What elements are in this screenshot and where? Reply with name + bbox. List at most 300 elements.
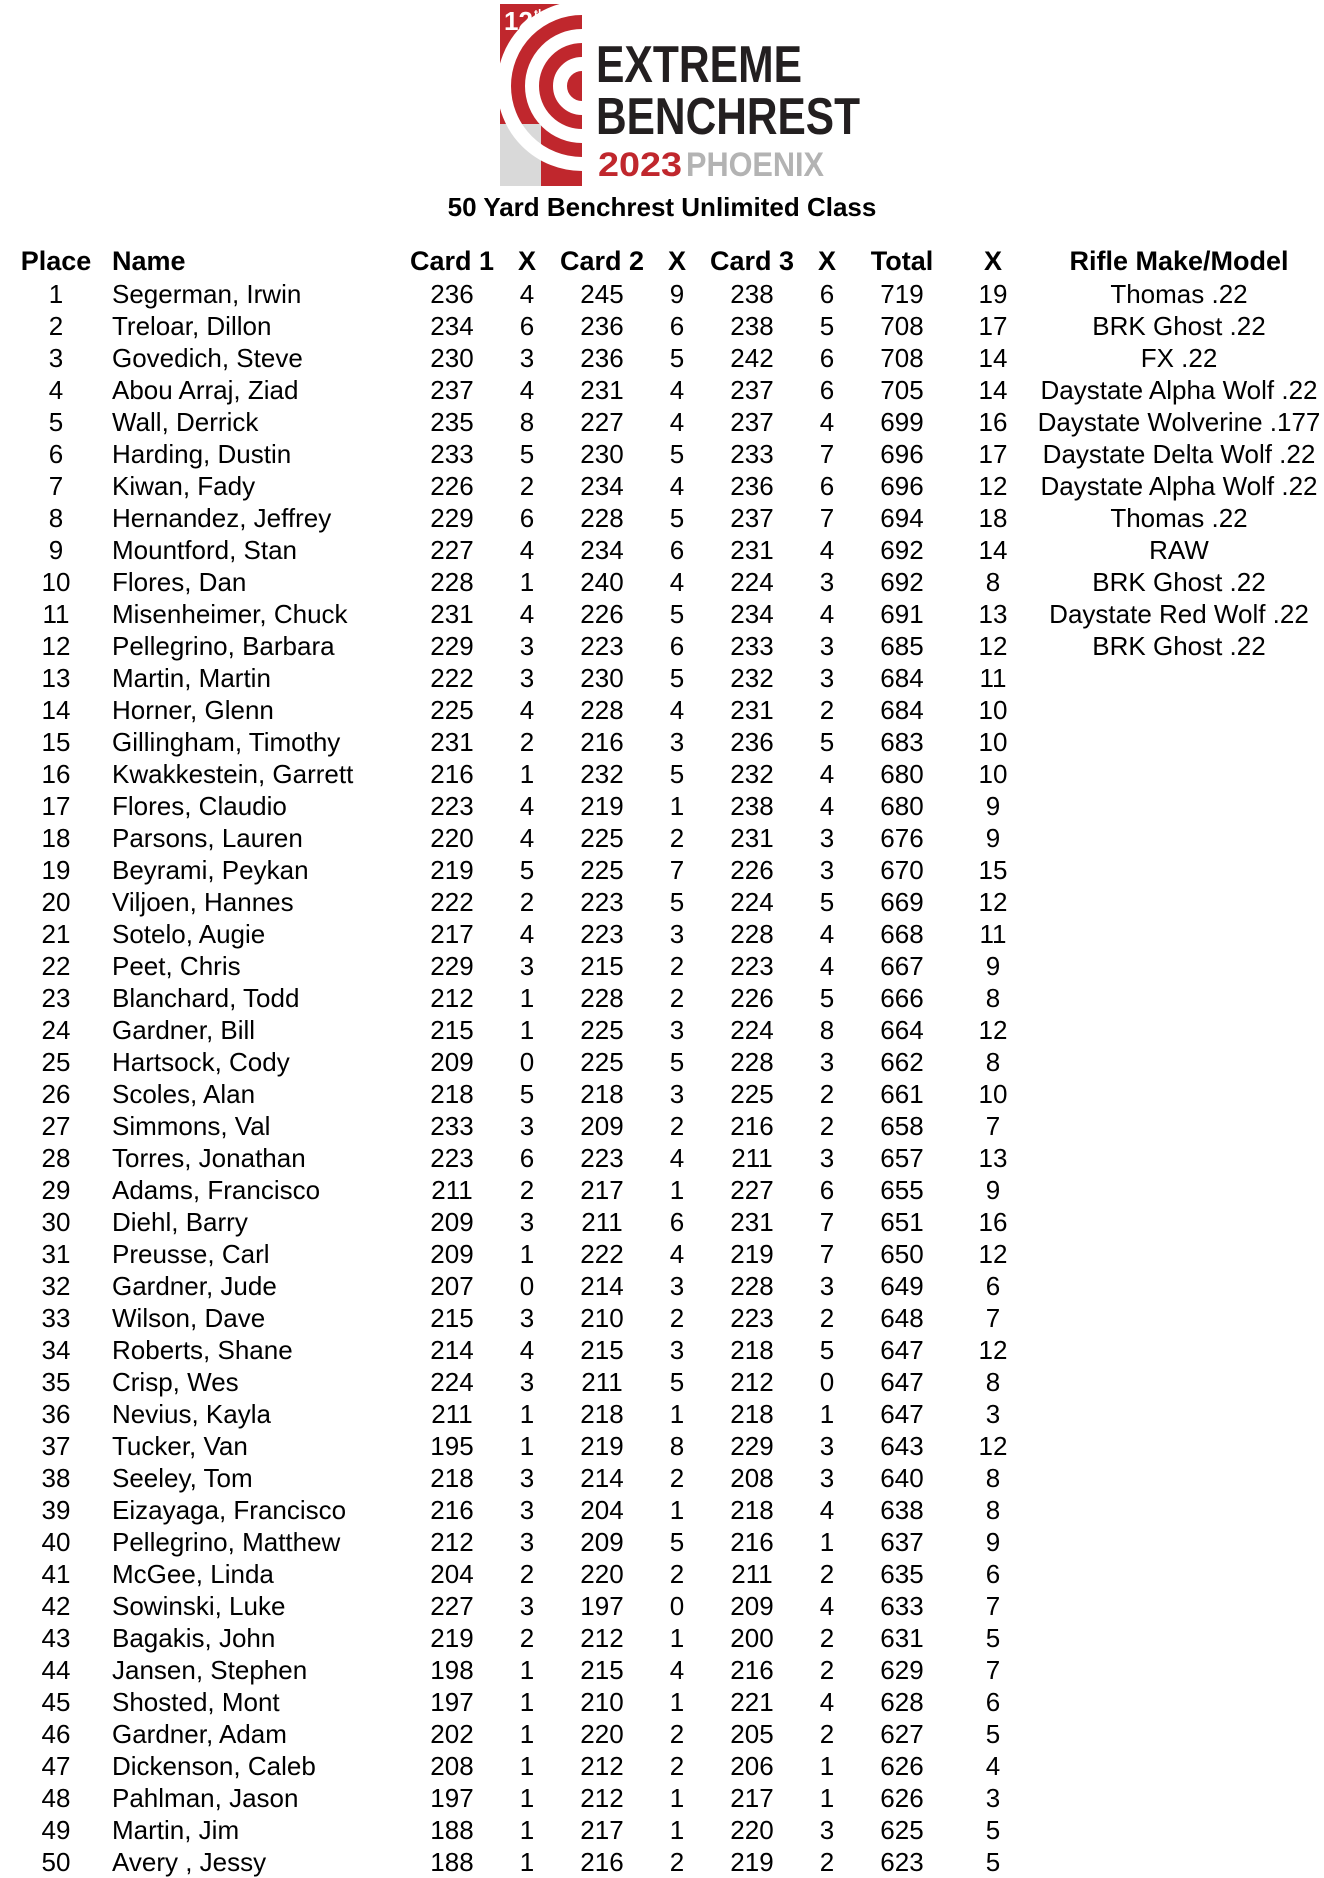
cell-place: 9 — [48, 534, 64, 565]
cell-x2: 1 — [669, 1174, 685, 1205]
cell-card1: 209 — [430, 1238, 474, 1269]
results-body — [0, 278, 1324, 1878]
cell-total: 640 — [880, 1462, 924, 1493]
cell-card1: 204 — [430, 1558, 474, 1589]
cell-rifle — [1034, 918, 1324, 950]
cell-x2: 0 — [669, 1590, 685, 1621]
cell-card3: 232 — [730, 758, 774, 789]
cell-x2: 5 — [669, 502, 685, 533]
cell-x-total: 8 — [985, 1366, 1001, 1397]
cell-name: Sotelo, Augie — [112, 918, 266, 949]
cell-x3: 4 — [819, 1686, 835, 1717]
cell-x1: 4 — [519, 374, 535, 405]
cell-x3: 2 — [819, 1654, 835, 1685]
cell-name: Pellegrino, Matthew — [112, 1526, 341, 1557]
cell-x2: 2 — [669, 982, 685, 1013]
cell-x1: 8 — [519, 406, 535, 437]
cell-place: 13 — [41, 662, 71, 693]
cell-name: Wilson, Dave — [112, 1302, 266, 1333]
cell-total: 657 — [880, 1142, 924, 1173]
cell-card1: 209 — [430, 1046, 474, 1077]
cell-rifle — [1034, 1430, 1324, 1462]
cell-x2: 3 — [669, 1334, 685, 1365]
event-logo — [500, 4, 862, 186]
cell-x3: 1 — [819, 1750, 835, 1781]
cell-x2: 4 — [669, 470, 685, 501]
cell-x-total: 3 — [985, 1398, 1001, 1429]
cell-name: Scoles, Alan — [112, 1078, 256, 1109]
cell-card3: 223 — [730, 950, 774, 981]
cell-x3: 4 — [819, 1590, 835, 1621]
cell-place: 31 — [41, 1238, 71, 1269]
cell-x3: 1 — [819, 1526, 835, 1557]
cell-x-total: 9 — [985, 822, 1001, 853]
cell-card1: 211 — [431, 1398, 473, 1429]
cell-place: 22 — [41, 950, 71, 981]
cell-rifle — [1034, 822, 1324, 854]
cell-name: Bagakis, John — [112, 1622, 276, 1653]
cell-x2: 4 — [669, 1142, 685, 1173]
cell-x1: 1 — [519, 1718, 535, 1749]
cell-name: Sowinski, Luke — [112, 1590, 286, 1621]
cell-x-total: 14 — [978, 534, 1008, 565]
cell-card3: 236 — [730, 726, 774, 757]
cell-x-total: 5 — [985, 1718, 1001, 1749]
cell-x3: 3 — [819, 1270, 835, 1301]
table-row — [0, 1142, 1324, 1174]
table-row — [0, 342, 1324, 374]
cell-card2: 228 — [580, 982, 624, 1013]
cell-rifle — [1034, 1302, 1324, 1334]
cell-name: Jansen, Stephen — [112, 1654, 308, 1685]
cell-place: 16 — [41, 758, 71, 789]
cell-place: 48 — [41, 1782, 71, 1813]
cell-card3: 232 — [730, 662, 774, 693]
cell-rifle — [1034, 1718, 1324, 1750]
header-place: Place — [20, 245, 92, 276]
cell-x2: 5 — [669, 598, 685, 629]
cell-place: 6 — [48, 438, 64, 469]
table-row — [0, 1270, 1324, 1302]
cell-card2: 225 — [580, 822, 624, 853]
cell-card1: 229 — [430, 950, 474, 981]
table-row — [0, 406, 1324, 438]
cell-x-total: 13 — [978, 598, 1008, 629]
cell-x-total: 9 — [985, 790, 1001, 821]
cell-total: 680 — [880, 790, 924, 821]
cell-card3: 211 — [731, 1142, 773, 1173]
cell-rifle — [1034, 1686, 1324, 1718]
cell-total: 692 — [880, 534, 924, 565]
cell-x2: 5 — [669, 1526, 685, 1557]
cell-rifle: RAW — [1149, 534, 1209, 565]
table-row — [0, 1014, 1324, 1046]
cell-place: 50 — [41, 1846, 71, 1877]
cell-rifle — [1034, 1078, 1324, 1110]
cell-card1: 235 — [430, 406, 474, 437]
table-row — [0, 1526, 1324, 1558]
logo-line1: EXTREME — [596, 36, 802, 94]
cell-card2: 218 — [580, 1398, 624, 1429]
cell-card2: 225 — [580, 854, 624, 885]
cell-x-total: 14 — [978, 374, 1008, 405]
cell-card3: 233 — [730, 438, 774, 469]
cell-card3: 220 — [730, 1814, 774, 1845]
cell-x3: 7 — [819, 438, 835, 469]
cell-x2: 1 — [669, 790, 685, 821]
table-row — [0, 1814, 1324, 1846]
cell-card3: 238 — [730, 790, 774, 821]
cell-place: 8 — [48, 502, 64, 533]
cell-place: 37 — [41, 1430, 71, 1461]
cell-x1: 1 — [519, 1238, 535, 1269]
cell-x1: 4 — [519, 598, 535, 629]
cell-total: 670 — [880, 854, 924, 885]
cell-total: 648 — [880, 1302, 924, 1333]
table-row — [0, 1718, 1324, 1750]
cell-x2: 7 — [669, 854, 685, 885]
cell-x3: 1 — [819, 1398, 835, 1429]
cell-card3: 236 — [730, 470, 774, 501]
cell-card1: 225 — [430, 694, 474, 725]
cell-x1: 6 — [519, 1142, 535, 1173]
cell-name: Blanchard, Todd — [112, 982, 300, 1013]
cell-place: 39 — [41, 1494, 71, 1525]
cell-card3: 231 — [730, 694, 774, 725]
cell-rifle: BRK Ghost .22 — [1092, 310, 1266, 341]
cell-rifle — [1034, 1014, 1324, 1046]
cell-card1: 220 — [430, 822, 474, 853]
cell-total: 649 — [880, 1270, 924, 1301]
cell-card1: 216 — [430, 758, 474, 789]
table-row — [0, 1238, 1324, 1270]
cell-total: 668 — [880, 918, 924, 949]
cell-card3: 221 — [730, 1686, 774, 1717]
cell-x1: 6 — [519, 502, 535, 533]
cell-card1: 230 — [430, 342, 474, 373]
cell-name: Crisp, Wes — [112, 1366, 239, 1397]
cell-card1: 233 — [430, 1110, 474, 1141]
cell-card1: 226 — [430, 470, 474, 501]
cell-card3: 226 — [730, 854, 774, 885]
cell-total: 633 — [880, 1590, 924, 1621]
table-row — [0, 630, 1324, 662]
cell-x1: 2 — [519, 470, 535, 501]
cell-total: 647 — [880, 1334, 924, 1365]
header-name: Name — [112, 245, 186, 276]
cell-x1: 1 — [519, 1398, 535, 1429]
cell-card2: 226 — [580, 598, 624, 629]
cell-x-total: 7 — [985, 1110, 1001, 1141]
cell-name: Torres, Jonathan — [112, 1142, 306, 1173]
cell-place: 12 — [41, 630, 71, 661]
cell-rifle — [1034, 1846, 1324, 1878]
cell-x-total: 12 — [978, 1238, 1008, 1269]
table-row — [0, 598, 1324, 630]
table-row — [0, 1206, 1324, 1238]
cell-x-total: 7 — [985, 1302, 1001, 1333]
cell-card3: 218 — [730, 1494, 774, 1525]
cell-x1: 6 — [519, 310, 535, 341]
cell-card2: 212 — [580, 1622, 624, 1653]
cell-rifle — [1034, 790, 1324, 822]
cell-rifle: BRK Ghost .22 — [1092, 630, 1266, 661]
table-row — [0, 950, 1324, 982]
cell-rifle — [1034, 1142, 1324, 1174]
cell-place: 10 — [41, 566, 71, 597]
cell-x1: 1 — [519, 758, 535, 789]
cell-card2: 234 — [580, 534, 624, 565]
cell-name: Hartsock, Cody — [112, 1046, 290, 1077]
cell-name: Kwakkestein, Garrett — [112, 758, 354, 789]
cell-x2: 2 — [669, 1846, 685, 1877]
header-x-total: X — [983, 245, 1002, 276]
cell-card1: 195 — [430, 1430, 474, 1461]
table-row — [0, 502, 1324, 534]
cell-card3: 219 — [730, 1238, 774, 1269]
cell-total: 666 — [880, 982, 924, 1013]
cell-place: 41 — [41, 1558, 71, 1589]
table-row — [0, 566, 1324, 598]
cell-x3: 5 — [819, 982, 835, 1013]
cell-place: 33 — [41, 1302, 71, 1333]
cell-total: 685 — [880, 630, 924, 661]
cell-place: 21 — [41, 918, 71, 949]
cell-total: 629 — [880, 1654, 924, 1685]
cell-x-total: 17 — [978, 438, 1008, 469]
cell-card3: 237 — [730, 502, 774, 533]
cell-rifle — [1034, 886, 1324, 918]
cell-name: Segerman, Irwin — [112, 278, 302, 309]
cell-card2: 218 — [580, 1078, 624, 1109]
cell-total: 627 — [880, 1718, 924, 1749]
cell-name: Horner, Glenn — [112, 694, 274, 725]
cell-card1: 212 — [430, 982, 474, 1013]
cell-place: 27 — [41, 1110, 71, 1141]
cell-x2: 1 — [669, 1622, 685, 1653]
cell-card3: 231 — [730, 822, 774, 853]
cell-x2: 1 — [669, 1398, 685, 1429]
cell-total: 628 — [880, 1686, 924, 1717]
cell-x3: 4 — [819, 918, 835, 949]
table-row — [0, 374, 1324, 406]
cell-x1: 3 — [519, 1462, 535, 1493]
cell-x-total: 9 — [985, 950, 1001, 981]
cell-x-total: 9 — [985, 1174, 1001, 1205]
cell-rifle: Daystate Alpha Wolf .22 — [1040, 470, 1318, 501]
cell-card3: 218 — [730, 1398, 774, 1429]
cell-name: Peet, Chris — [112, 950, 241, 981]
table-row — [0, 1558, 1324, 1590]
cell-rifle — [1034, 1046, 1324, 1078]
cell-card3: 224 — [730, 886, 774, 917]
cell-card3: 209 — [730, 1590, 774, 1621]
cell-total: 637 — [880, 1526, 924, 1557]
cell-place: 46 — [41, 1718, 71, 1749]
cell-x3: 2 — [819, 694, 835, 725]
cell-rifle — [1034, 1270, 1324, 1302]
cell-card1: 216 — [430, 1494, 474, 1525]
cell-card2: 245 — [580, 278, 624, 309]
cell-name: Hernandez, Jeffrey — [112, 502, 332, 533]
cell-place: 4 — [48, 374, 64, 405]
cell-card2: 219 — [580, 790, 624, 821]
cell-x2: 4 — [669, 566, 685, 597]
cell-card2: 223 — [580, 630, 624, 661]
cell-x3: 7 — [819, 1206, 835, 1237]
cell-x3: 6 — [819, 374, 835, 405]
cell-rifle — [1034, 1526, 1324, 1558]
cell-card1: 224 — [430, 1366, 474, 1397]
cell-name: Pellegrino, Barbara — [112, 630, 335, 661]
cell-name: Dickenson, Caleb — [112, 1750, 316, 1781]
cell-total: 684 — [880, 662, 924, 693]
cell-x1: 3 — [519, 1366, 535, 1397]
cell-total: 696 — [880, 438, 924, 469]
cell-total: 647 — [880, 1398, 924, 1429]
cell-card1: 214 — [430, 1334, 474, 1365]
table-row — [0, 310, 1324, 342]
cell-x2: 5 — [669, 342, 685, 373]
cell-x3: 2 — [819, 1622, 835, 1653]
cell-rifle — [1034, 1238, 1324, 1270]
cell-name: Simmons, Val — [112, 1110, 271, 1141]
cell-card3: 223 — [730, 1302, 774, 1333]
cell-x3: 3 — [819, 1462, 835, 1493]
cell-card1: 218 — [430, 1078, 474, 1109]
cell-card2: 211 — [581, 1366, 623, 1397]
cell-card3: 224 — [730, 1014, 774, 1045]
cell-card2: 209 — [580, 1526, 624, 1557]
cell-x3: 3 — [819, 662, 835, 693]
table-row — [0, 1334, 1324, 1366]
cell-card3: 219 — [730, 1846, 774, 1877]
table-row — [0, 1686, 1324, 1718]
cell-name: Nevius, Kayla — [112, 1398, 271, 1429]
cell-x2: 3 — [669, 1078, 685, 1109]
cell-total: 651 — [880, 1206, 924, 1237]
cell-total: 626 — [880, 1782, 924, 1813]
cell-total: 623 — [880, 1846, 924, 1877]
cell-card1: 215 — [430, 1014, 474, 1045]
cell-x3: 2 — [819, 1078, 835, 1109]
cell-x2: 4 — [669, 374, 685, 405]
cell-x3: 4 — [819, 534, 835, 565]
cell-x-total: 13 — [978, 1142, 1008, 1173]
cell-place: 5 — [48, 406, 64, 437]
cell-x-total: 15 — [978, 854, 1008, 885]
cell-card3: 216 — [730, 1526, 774, 1557]
cell-x2: 5 — [669, 662, 685, 693]
cell-rifle — [1034, 1590, 1324, 1622]
cell-card1: 231 — [430, 598, 474, 629]
cell-card1: 228 — [430, 566, 474, 597]
cell-card2: 236 — [580, 310, 624, 341]
results-table — [0, 244, 1324, 1878]
cell-x-total: 6 — [985, 1558, 1001, 1589]
cell-card3: 231 — [730, 534, 774, 565]
logo-edition-suffix: th — [534, 7, 546, 21]
cell-card3: 226 — [730, 982, 774, 1013]
cell-x1: 4 — [519, 822, 535, 853]
cell-x2: 6 — [669, 630, 685, 661]
logo-edition: 12 — [504, 6, 533, 36]
cell-card1: 188 — [430, 1846, 474, 1877]
cell-card2: 225 — [580, 1014, 624, 1045]
cell-place: 43 — [41, 1622, 71, 1653]
cell-card3: 216 — [730, 1110, 774, 1141]
cell-x1: 4 — [519, 1334, 535, 1365]
cell-x1: 1 — [519, 1430, 535, 1461]
cell-x1: 4 — [519, 918, 535, 949]
logo-line2: BENCHREST — [596, 88, 861, 146]
cell-card2: 216 — [580, 726, 624, 757]
cell-name: Preusse, Carl — [112, 1238, 270, 1269]
cell-x3: 6 — [819, 342, 835, 373]
cell-rifle — [1034, 694, 1324, 726]
cell-place: 17 — [41, 790, 71, 821]
cell-x2: 5 — [669, 1366, 685, 1397]
cell-x2: 4 — [669, 1238, 685, 1269]
cell-name: Eizayaga, Francisco — [112, 1494, 347, 1525]
table-row — [0, 1302, 1324, 1334]
table-row — [0, 1750, 1324, 1782]
cell-x3: 6 — [819, 278, 835, 309]
header-x2: X — [667, 245, 686, 276]
cell-name: Kiwan, Fady — [112, 470, 256, 501]
cell-card2: 217 — [580, 1814, 624, 1845]
cell-rifle — [1034, 1782, 1324, 1814]
cell-total: 676 — [880, 822, 924, 853]
cell-x2: 8 — [669, 1430, 685, 1461]
cell-card1: 223 — [430, 790, 474, 821]
cell-total: 708 — [880, 342, 924, 373]
table-row — [0, 534, 1324, 566]
cell-total: 658 — [880, 1110, 924, 1141]
cell-rifle: FX .22 — [1140, 342, 1218, 373]
cell-place: 7 — [48, 470, 64, 501]
cell-place: 34 — [41, 1334, 71, 1365]
cell-card2: 230 — [580, 438, 624, 469]
cell-x-total: 12 — [978, 630, 1008, 661]
cell-name: Flores, Claudio — [112, 790, 287, 821]
logo-location: PHOENIX — [686, 146, 825, 184]
cell-card3: 237 — [730, 406, 774, 437]
cell-name: Treloar, Dillon — [112, 310, 272, 341]
cell-total: 691 — [880, 598, 924, 629]
cell-x3: 4 — [819, 950, 835, 981]
cell-total: 705 — [880, 374, 924, 405]
cell-place: 32 — [41, 1270, 71, 1301]
cell-card2: 219 — [580, 1430, 624, 1461]
cell-x1: 1 — [519, 566, 535, 597]
cell-x1: 3 — [519, 1590, 535, 1621]
cell-total: 684 — [880, 694, 924, 725]
cell-x2: 6 — [669, 534, 685, 565]
table-row — [0, 790, 1324, 822]
cell-total: 699 — [880, 406, 924, 437]
header-x3: X — [817, 245, 836, 276]
cell-name: Parsons, Lauren — [112, 822, 303, 853]
cell-card1: 223 — [430, 1142, 474, 1173]
cell-total: 650 — [880, 1238, 924, 1269]
table-row — [0, 1078, 1324, 1110]
cell-total: 635 — [880, 1558, 924, 1589]
cell-x2: 6 — [669, 310, 685, 341]
cell-card2: 211 — [581, 1206, 623, 1237]
table-row — [0, 1462, 1324, 1494]
cell-x3: 5 — [819, 310, 835, 341]
